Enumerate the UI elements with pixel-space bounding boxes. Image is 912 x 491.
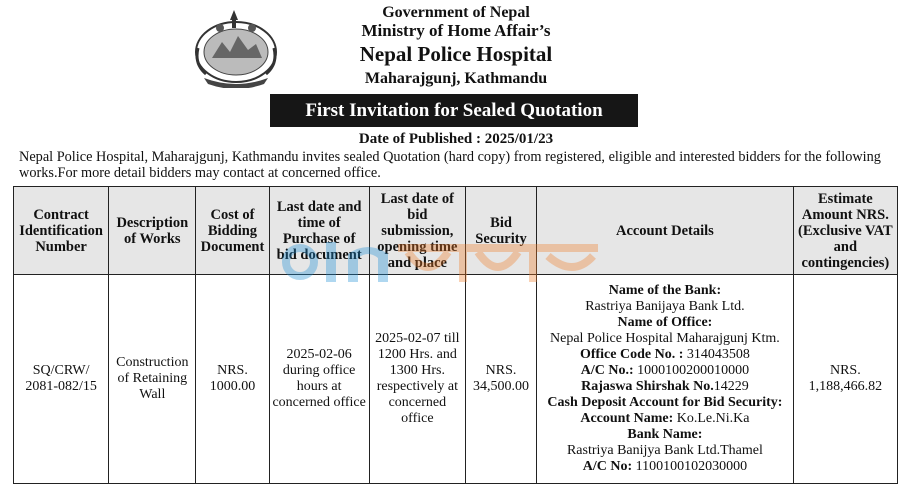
header-last-submission: Last date of bid submission, opening time and place — [369, 187, 465, 275]
office-name-value: Nepal Police Hospital Maharajgunj Ktm. — [550, 331, 780, 346]
office-name-label: Name of Office: — [617, 315, 713, 330]
publish-date: Date of Published : 2025/01/23 — [358, 131, 554, 147]
table-row — [14, 275, 898, 484]
quotation-table — [13, 186, 898, 484]
ac-no-label: A/C No.: — [580, 363, 634, 378]
cell-cost: NRS. 1000.00 — [196, 275, 269, 484]
cell-estimate: NRS. 1,188,466.82 — [793, 275, 897, 484]
bank-name-label: Name of the Bank: — [608, 283, 722, 298]
header-estimate: Estimate Amount NRS. (Exclusive VAT and contingencies) — [793, 187, 897, 275]
ministry-heading: Ministry of Home Affair’s — [361, 21, 551, 40]
ac2-no-label: A/C No: — [582, 459, 633, 474]
cell-contract-id: SQ/CRW/ 2081-082/15 — [14, 275, 109, 484]
cell-bid-security: NRS. 34,500.00 — [465, 275, 536, 484]
bank2-name-value: Rastriya Banijya Bank Ltd.Thamel — [566, 443, 763, 458]
cell-account-details — [537, 275, 794, 484]
header-bid-security: Bid Security — [465, 187, 536, 275]
hospital-heading: Nepal Police Hospital — [359, 42, 553, 66]
bank-name-value: Rastriya Banijaya Bank Ltd. — [585, 299, 745, 314]
cell-last-submission: 2025-02-07 till 1200 Hrs. and 1300 Hrs. respectively at concerned office — [369, 275, 465, 484]
header-account-details: Account Details — [537, 187, 794, 275]
bank2-name-label: Bank Name: — [627, 427, 703, 442]
ac-no-value: 1000100200010000 — [633, 363, 750, 378]
cash-deposit-label: Cash Deposit Account for Bid Security: — [547, 395, 783, 410]
header-last-purchase: Last date and time of Purchase of bid document — [269, 187, 369, 275]
government-heading: Government of Nepal — [382, 4, 530, 21]
office-code-label: Office Code No. : — [579, 347, 684, 362]
header-contract-id: Contract Identification Number — [14, 187, 109, 275]
ac2-no-value: 1100100102030000 — [632, 459, 748, 474]
table-header-row — [14, 187, 898, 275]
address-heading: Maharajgunj, Kathmandu — [364, 70, 548, 87]
rajaswa-value: 14229 — [713, 379, 749, 394]
cell-description: Construction of Retaining Wall — [109, 275, 196, 484]
office-code-value: 314043508 — [683, 347, 750, 362]
header-description: Description of Works — [109, 187, 196, 275]
cell-last-purchase: 2025-02-06 during office hours at concerned office — [269, 275, 369, 484]
account-name-label: Account Name: — [580, 411, 674, 426]
account-name-value: Ko.Le.Ni.Ka — [673, 411, 750, 426]
header-cost: Cost of Bidding Document — [196, 187, 269, 275]
notice-title-banner: First Invitation for Sealed Quotation — [270, 94, 638, 127]
rajaswa-label: Rajaswa Shirshak No. — [581, 379, 714, 394]
intro-paragraph: Nepal Police Hospital, Maharajgunj, Kathmandu invites sealed Quotation (hard copy) from registered, eligible and interested bidders for the following works.For more detail bidders may contact at concerned office. — [19, 149, 881, 181]
